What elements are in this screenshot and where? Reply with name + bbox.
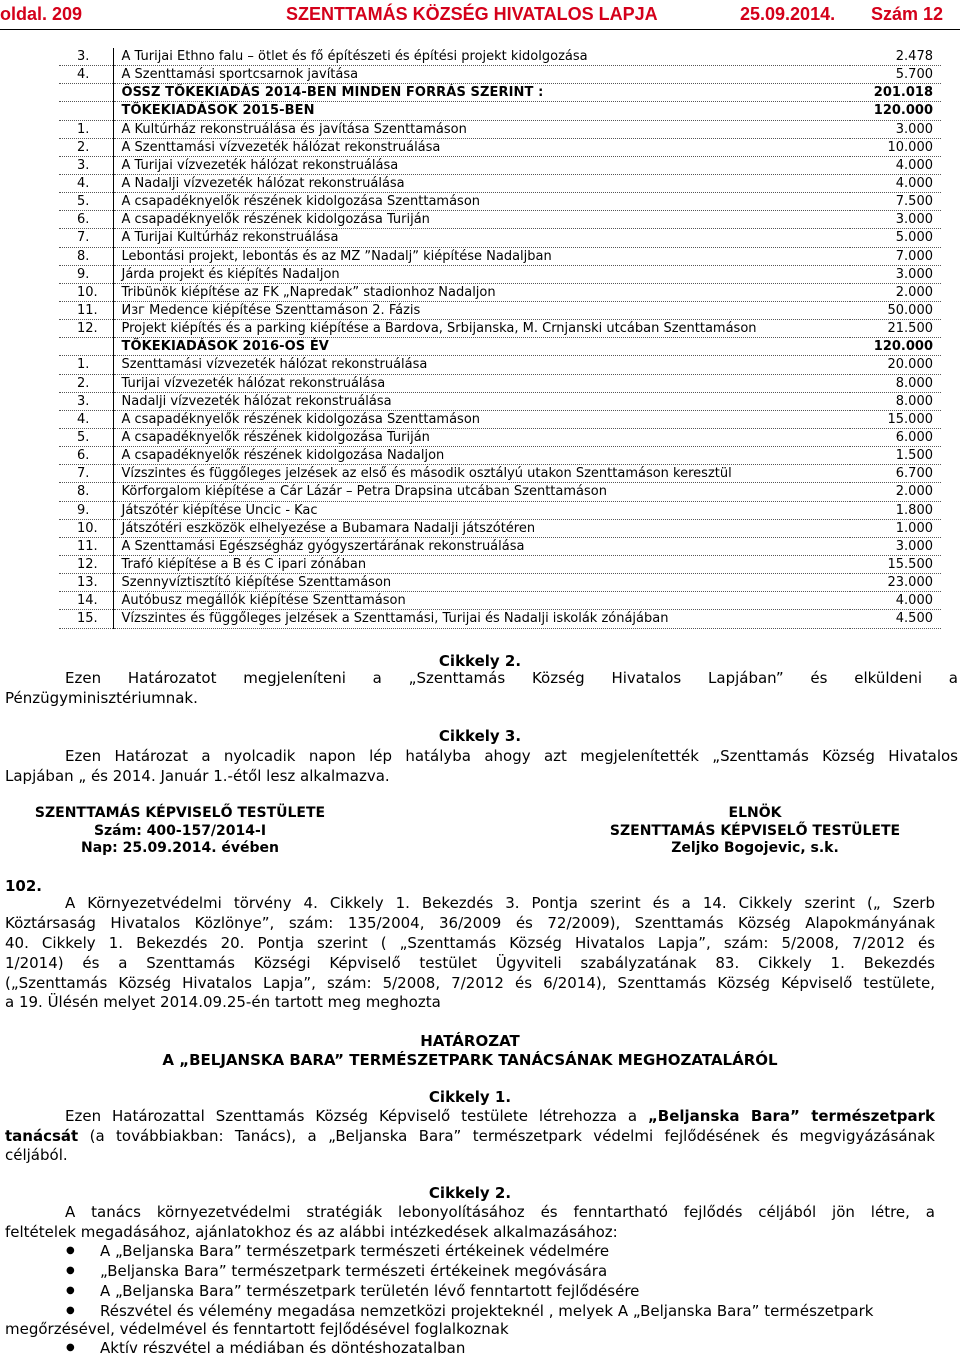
row-number: 12. xyxy=(59,320,113,338)
article-1-text-2: (a továbbiakban: Tanács), a „Beljanska Bara” természetpark védelmi fejlődésének és megvigyázásának xyxy=(78,1127,935,1145)
article-2-line-1: A tanács környezetvédelmi stratégiák lebonyolításához és fenntartható fejlődés céljából jön létre, a xyxy=(65,1203,935,1221)
row-number: 8. xyxy=(59,247,113,265)
row-amount: 5.000 xyxy=(850,229,941,247)
row-description: Tribünök kiépítése az FK „Napredak” stadionhoz Nadaljon xyxy=(113,283,850,301)
row-amount: 23.000 xyxy=(850,574,941,592)
cikkely-2-line-2: Pénzügyminisztériumnak. xyxy=(5,689,198,707)
signature-right-name: Zeljko Bogojevic, s.k. xyxy=(671,840,839,856)
decision-title: HATÁROZAT xyxy=(420,1032,520,1050)
list-item: ● Részvétel és vélemény megadása nemzetközi projekteknél , melyek A „Beljanska Bara” természetpark xyxy=(60,1301,940,1321)
table-row xyxy=(59,483,941,501)
table-row xyxy=(59,84,941,102)
row-amount: 6.000 xyxy=(850,428,941,446)
row-number: 11. xyxy=(59,301,113,319)
signature-right-title: ELNÖK xyxy=(728,805,782,821)
row-amount: 1.000 xyxy=(850,519,941,537)
row-description: A Turijai vízvezeték hálózat rekonstruálása xyxy=(113,156,850,174)
row-number: 12. xyxy=(59,555,113,573)
row-amount: 1.500 xyxy=(850,447,941,465)
row-number: 8. xyxy=(59,483,113,501)
row-number xyxy=(59,102,113,120)
row-amount: 2.000 xyxy=(850,283,941,301)
row-amount: 3.000 xyxy=(850,120,941,138)
row-number: 4. xyxy=(59,174,113,192)
table-row xyxy=(59,174,941,192)
row-amount: 3.000 xyxy=(850,265,941,283)
row-amount: 3.000 xyxy=(850,211,941,229)
council-word: tanácsát xyxy=(5,1127,79,1145)
table-row xyxy=(59,247,941,265)
row-description: A csapadéknyelők részének kidolgozása Turiján xyxy=(113,428,850,446)
row-number: 13. xyxy=(59,574,113,592)
row-number: 14. xyxy=(59,592,113,610)
row-number: 7. xyxy=(59,465,113,483)
table-row xyxy=(59,265,941,283)
row-description: ÖSSZ TŐKEKIADÁS 2014-BEN MINDEN FORRÁS SZERINT : xyxy=(113,84,850,102)
decision-subtitle: A „BELJANSKA BARA” TERMÉSZETPARK TANÁCSÁNAK MEGHOZATALÁRÓL xyxy=(162,1051,778,1069)
journal-title: SZENTTAMÁS KÖZSÉG HIVATALOS LAPJA xyxy=(286,4,658,24)
row-description: A Szenttamási sportcsarnok javítása xyxy=(113,66,850,84)
table-row xyxy=(59,537,941,555)
row-description: TŐKEKIADÁSOK 2015-BEN xyxy=(113,102,850,120)
row-description: A Kultúrház rekonstruálása és javítása Szenttamáson xyxy=(113,120,850,138)
row-amount: 4.500 xyxy=(850,610,941,628)
table-row xyxy=(59,465,941,483)
section-102-line-3: 40. Cikkely 1. Bekezdés 20. Pontja szerint ( „Szenttamás Község Hivatalos Lapja”, szám: 5/2008, 7/2012 és xyxy=(5,934,935,952)
list-item: ● A „Beljanska Bara” természetpark területén lévő fenntartott fejlődésére xyxy=(60,1281,940,1301)
table-row xyxy=(59,102,941,120)
table-row xyxy=(59,301,941,319)
table-row xyxy=(59,501,941,519)
row-description: Turijai vízvezeték hálózat rekonstruálása xyxy=(113,374,850,392)
table-row xyxy=(59,283,941,301)
row-number: 9. xyxy=(59,501,113,519)
row-amount: 201.018 xyxy=(850,84,941,102)
list-item: ● Aktív részvétel a médiában és döntéshozatalban xyxy=(60,1338,940,1358)
table-row xyxy=(59,392,941,410)
row-number: 15. xyxy=(59,610,113,628)
row-amount: 50.000 xyxy=(850,301,941,319)
list-item: ● A „Beljanska Bara” természetpark természeti értékeinek védelmére xyxy=(60,1241,940,1261)
row-description: Játszótér kiépítése Uncic - Kac xyxy=(113,501,850,519)
row-description: Járda projekt és kiépítés Nadaljon xyxy=(113,265,850,283)
table-row xyxy=(59,66,941,84)
article-1-title: Cikkely 1. xyxy=(428,1088,512,1106)
cikkely-2-title: Cikkely 2. xyxy=(438,652,522,670)
article-1-text: Ezen Határozattal Szenttamás Község Képviselő testülete létrehozza a xyxy=(65,1107,648,1125)
row-description: A csapadéknyelők részének kidolgozása Nadaljon xyxy=(113,447,850,465)
section-102-line-5: („Szenttamás Község Hivatalos Lapja”, szám: 5/2008, 7/2012 és 6/2014), Szenttamás Község Képviselő testülete, xyxy=(5,974,935,992)
row-description: Szennyvíztisztító kiépítése Szenttamáson xyxy=(113,574,850,592)
row-amount: 4.000 xyxy=(850,592,941,610)
issue-number: Szám 12 xyxy=(871,4,944,24)
row-description: Projekt kiépítés és a parking kiépítése a Bardova, Srbijanska, M. Crnjanski utcában Szenttamáson xyxy=(113,320,850,338)
section-102-line-4: 1/2014) és a Szenttamás Községi Képviselő testület Ügyviteli szabályzatának 83. Cikkely 1. Bekezdés xyxy=(5,954,935,972)
row-description: A csapadéknyelők részének kidolgozása Turiján xyxy=(113,211,850,229)
row-amount: 15.500 xyxy=(850,555,941,573)
cikkely-2-line-1: Ezen Határozatot megjeleníteni a „Szenttamás Község Hivatalos Lapjában” és elküldeni a xyxy=(65,669,958,687)
park-name: „Beljanska Bara” természetpark xyxy=(647,1107,935,1125)
row-number: 5. xyxy=(59,193,113,211)
row-number xyxy=(59,84,113,102)
page-number: oldal. 209 xyxy=(0,4,83,24)
row-description: A Turijai Kultúrház rekonstruálása xyxy=(113,229,850,247)
row-number: 6. xyxy=(59,211,113,229)
row-description: Játszótéri eszközök elhelyezése a Bubamara Nadalji játszótéren xyxy=(113,519,850,537)
row-amount: 2.000 xyxy=(850,483,941,501)
row-number: 10. xyxy=(59,519,113,537)
table-row xyxy=(59,320,941,338)
row-amount: 21.500 xyxy=(850,320,941,338)
row-description: A csapadéknyelők részének kidolgozása Szenttamáson xyxy=(113,410,850,428)
section-102-line-2: Köztársaság Hivatalos Közlönye”, szám: 135/2004, 36/2009 és 72/2009), Szenttamás Község Alapokmányának xyxy=(5,914,935,932)
row-number: 9. xyxy=(59,265,113,283)
issue-date: 25.09.2014. xyxy=(740,4,836,24)
row-description: Изг Medence kiépítése Szenttamáson 2. Fázis xyxy=(113,301,850,319)
row-number: 3. xyxy=(59,156,113,174)
row-description: Vízszintes és függőleges jelzések az első és második osztályú utakon Szenttamáson keresztül xyxy=(113,465,850,483)
table-row xyxy=(59,356,941,374)
row-amount: 3.000 xyxy=(850,537,941,555)
row-description: Trafó kiépítése a B és C ipari zónában xyxy=(113,555,850,573)
article-2-title: Cikkely 2. xyxy=(428,1184,512,1202)
row-description: Vízszintes és függőleges jelzések a Szenttamási, Turijai és Nadalji iskolák zónájában xyxy=(113,610,850,628)
table-row xyxy=(59,229,941,247)
row-description: A Szenttamási Egészségház gyógyszertárának rekonstruálása xyxy=(113,537,850,555)
article-1-line-1 xyxy=(5,1106,935,1126)
article-1-line-3: céljából. xyxy=(5,1146,68,1164)
row-description: Autóbusz megállók kiépítése Szenttamáson xyxy=(113,592,850,610)
list-item: ● „Beljanska Bara” természetpark természeti értékeinek megóvására xyxy=(60,1261,940,1281)
row-number: 1. xyxy=(59,356,113,374)
row-number: 7. xyxy=(59,229,113,247)
table-row xyxy=(59,211,941,229)
row-number: 4. xyxy=(59,66,113,84)
row-amount: 2.478 xyxy=(850,48,941,66)
table-row xyxy=(59,193,941,211)
row-amount: 4.000 xyxy=(850,174,941,192)
page-header xyxy=(0,0,960,30)
table-row xyxy=(59,447,941,465)
section-102-line-1: A Környezetvédelmi törvény 4. Cikkely 1. Bekezdés 3. Pontja szerint és a 14. Cikkely szerint („ Szerb xyxy=(65,894,935,912)
table-row xyxy=(59,410,941,428)
table-row xyxy=(59,338,941,356)
measures-list-end xyxy=(60,1338,940,1358)
row-amount: 4.000 xyxy=(850,156,941,174)
table-row xyxy=(59,156,941,174)
row-number: 2. xyxy=(59,138,113,156)
row-number xyxy=(59,338,113,356)
row-amount: 1.800 xyxy=(850,501,941,519)
row-number: 11. xyxy=(59,537,113,555)
row-number: 3. xyxy=(59,48,113,66)
row-number: 1. xyxy=(59,120,113,138)
table-row xyxy=(59,610,941,628)
cikkely-3-line-1: Ezen Határozat a nyolcadik napon lép hatályba ahogy azt megjelenítették „Szenttamás Község Hivatalos xyxy=(65,747,958,765)
row-description: TŐKEKIADÁSOK 2016-OS ÉV xyxy=(113,338,850,356)
row-amount: 5.700 xyxy=(850,66,941,84)
table-row xyxy=(59,428,941,446)
table-row xyxy=(59,120,941,138)
row-description: A Szenttamási vízvezeték hálózat rekonstruálása xyxy=(113,138,850,156)
row-description: Szenttamási vízvezeték hálózat rekonstruálása xyxy=(113,356,850,374)
row-number: 6. xyxy=(59,447,113,465)
table-row xyxy=(59,138,941,156)
table-row xyxy=(59,574,941,592)
row-description: Nadalji vízvezeték hálózat rekonstruálása xyxy=(113,392,850,410)
row-amount: 8.000 xyxy=(850,392,941,410)
cikkely-3-title: Cikkely 3. xyxy=(438,727,522,745)
signature-left-number: Szám: 400-157/2014-I xyxy=(93,823,267,839)
table-row xyxy=(59,555,941,573)
row-description: Körforgalom kiépítése a Cár Lázár – Petra Drapsina utcában Szenttamáson xyxy=(113,483,850,501)
article-2-line-2: feltételek megadásához, ajánlatokhoz és az alábbi intézkedések alkalmazásához: xyxy=(5,1223,618,1241)
section-number: 102. xyxy=(5,877,43,895)
table-row xyxy=(59,374,941,392)
row-amount: 6.700 xyxy=(850,465,941,483)
section-102-line-6: a 19. Ülésén melyet 2014.09.25-én tartott meg meghozta xyxy=(5,993,441,1011)
row-amount: 10.000 xyxy=(850,138,941,156)
row-number: 5. xyxy=(59,428,113,446)
row-description: Lebontási projekt, lebontás és az MZ ˮNadaljˮ kiépítése Nadaljban xyxy=(113,247,850,265)
table-row xyxy=(59,592,941,610)
row-amount: 20.000 xyxy=(850,356,941,374)
row-amount: 8.000 xyxy=(850,374,941,392)
measures-list xyxy=(60,1241,940,1321)
row-description: A Turijai Ethno falu – ötlet és fő építészeti és építési projekt kidolgozása xyxy=(113,48,850,66)
row-number: 3. xyxy=(59,392,113,410)
row-number: 4. xyxy=(59,410,113,428)
table-row xyxy=(59,48,941,66)
row-amount: 7.000 xyxy=(850,247,941,265)
row-number: 2. xyxy=(59,374,113,392)
cikkely-3-line-2: Lapjában „ és 2014. Január 1.-étől lesz alkalmazva. xyxy=(5,767,390,785)
row-amount: 15.000 xyxy=(850,410,941,428)
signature-left-org: SZENTTAMÁS KÉPVISELŐ TESTÜLETE xyxy=(34,805,326,821)
signature-left-date: Nap: 25.09.2014. évében xyxy=(80,840,280,856)
row-description: A Nadalji vízvezeték hálózat rekonstruálása xyxy=(113,174,850,192)
row-number: 10. xyxy=(59,283,113,301)
row-amount: 120.000 xyxy=(850,338,941,356)
row-amount: 120.000 xyxy=(850,102,941,120)
table-row xyxy=(59,519,941,537)
budget-table xyxy=(59,48,941,629)
row-description: A csapadéknyelők részének kidolgozása Szenttamáson xyxy=(113,193,850,211)
row-amount: 7.500 xyxy=(850,193,941,211)
article-1-line-2 xyxy=(5,1126,935,1146)
list-continuation: megőrzésével, védelmével és fenntartott fejlődésével foglalkoznak xyxy=(5,1320,509,1338)
signature-right-org: SZENTTAMÁS KÉPVISELŐ TESTÜLETE xyxy=(609,823,901,839)
